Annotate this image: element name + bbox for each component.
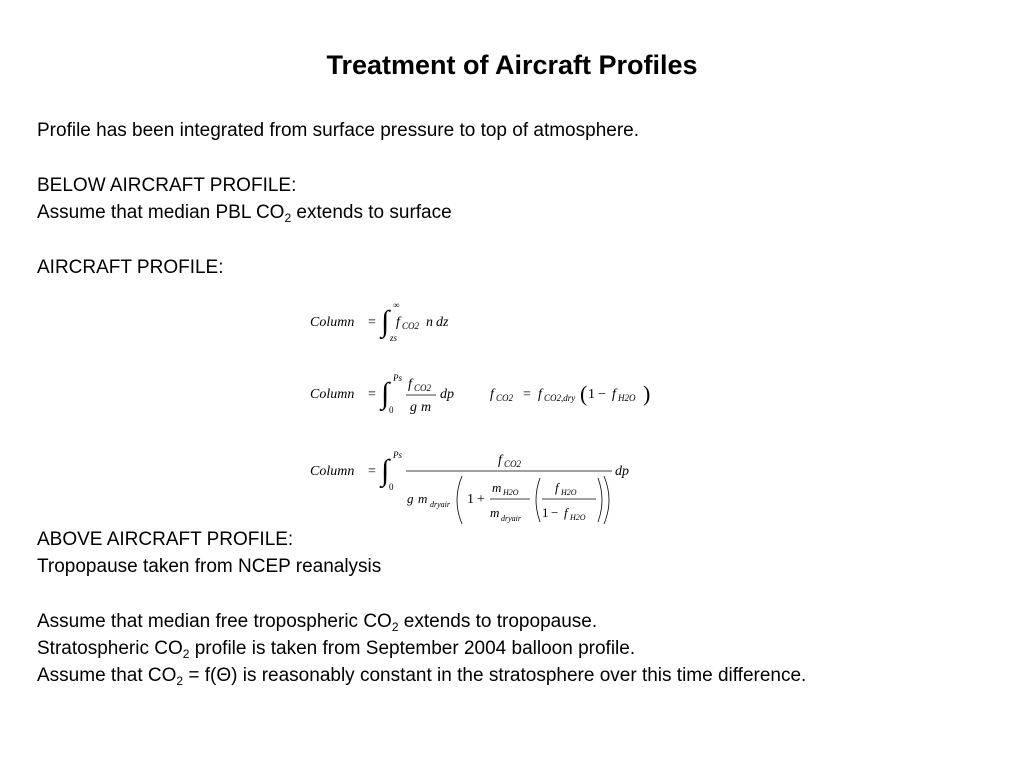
svg-text:m: m [418,491,428,506]
svg-text:f: f [564,505,568,520]
svg-text:1: 1 [542,505,549,520]
svg-text:H2O: H2O [561,488,577,497]
note-line-3: Assume that $CO_2 = f(\Theta)$ is reasonably constant in the stratosphere over this time difference. [37,665,807,688]
svg-text:f: f [612,387,616,402]
svg-text:f: f [396,315,400,330]
svg-text:dryair: dryair [430,500,450,509]
svg-text:f: f [498,453,502,468]
svg-text:m: m [492,480,502,495]
svg-text:Ps: Ps [393,450,402,460]
svg-text:=: = [368,387,376,402]
svg-text:f: f [538,387,542,402]
svg-text:CO2: CO2 [496,393,514,403]
svg-text:dryair: dryair [501,514,521,523]
slide-title: Treatment of Aircraft Profiles [326,50,698,80]
svg-text:0: 0 [389,482,394,492]
above-heading: ABOVE AIRCRAFT PROFILE: [37,529,294,550]
svg-text:Ps: Ps [393,373,402,383]
svg-text:0: 0 [389,405,394,415]
svg-text:Column: Column [310,315,355,330]
svg-text:+: + [477,492,485,507]
svg-text:H2O: H2O [503,488,519,497]
svg-text:∫: ∫ [381,377,390,410]
svg-text:CO2: CO2 [414,383,432,393]
svg-text:∫: ∫ [381,305,390,338]
svg-text:g: g [410,400,417,415]
svg-text:f: f [555,480,559,495]
equation-column-integral-dp [300,370,680,425]
svg-text:∫: ∫ [381,454,390,487]
svg-text:Column: Column [310,464,355,479]
svg-text:∞: ∞ [393,300,400,310]
svg-text:−: − [551,505,559,520]
svg-text:zs: zs [390,333,398,343]
svg-text:f: f [490,387,494,402]
svg-text:1: 1 [588,387,595,402]
svg-text:m: m [421,400,432,415]
below-heading: BELOW AIRCRAFT PROFILE: [37,175,297,196]
svg-text:H2O: H2O [570,513,586,522]
svg-text:g: g [407,491,414,506]
svg-text:n: n [426,315,433,330]
equation-column-integral-dz [300,298,500,353]
svg-text:1: 1 [467,492,474,507]
equation-column-integral-dryair [300,446,660,533]
svg-text:dp: dp [615,464,629,479]
svg-text:=: = [368,315,376,330]
note-line-1: Assume that median free tropospheric $CO_2$ extends to tropopause. [37,611,598,634]
svg-text:): ) [643,381,651,406]
svg-text:−: − [598,387,606,402]
svg-text:dp: dp [440,387,454,402]
aircraft-heading: AIRCRAFT PROFILE: [37,257,224,278]
svg-text:m: m [490,505,500,520]
svg-text:(: ( [580,381,588,406]
svg-text:Column: Column [310,387,355,402]
note-line-2: Stratospheric $CO_2$ profile is taken from September 2004 balloon profile. [37,638,636,661]
svg-text:CO2: CO2 [402,321,420,331]
svg-text:f: f [408,377,412,392]
above-text: Tropopause taken from NCEP reanalysis [37,556,382,577]
svg-text:H2O: H2O [618,393,636,403]
svg-text:=: = [368,464,376,479]
below-text: Assume that median PBL $CO_2$ extends to surface [37,202,452,225]
svg-text:dz: dz [436,315,449,330]
svg-text:CO2: CO2 [504,459,522,469]
intro-text: Profile has been integrated from surface pressure to top of atmosphere. [37,120,639,141]
svg-text:=: = [523,387,531,402]
svg-text:CO2,dry: CO2,dry [544,393,576,403]
